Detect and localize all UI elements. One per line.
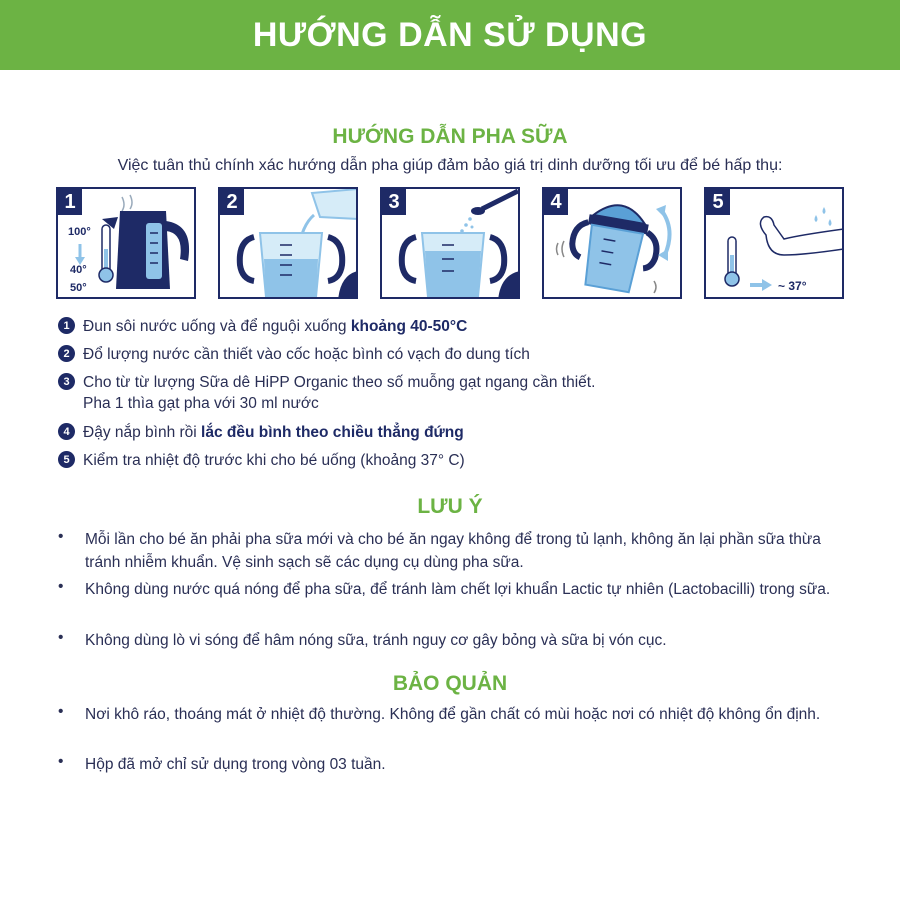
step-badge-5: 5 <box>58 451 75 468</box>
note-item-1 <box>58 528 855 574</box>
note-section-title: LƯU Ý <box>417 495 483 518</box>
note-text-1: Mỗi lần cho bé ăn phải pha sữa mới và cho bé ăn ngay không để trong tủ lạnh, không ăn lại phần sữa thừa tránh nhiễm khuẩn. Vệ sinh sạch sẽ các dụng cụ dùng pha sữa. <box>85 531 821 571</box>
instruction-item-1 <box>58 316 467 337</box>
step-panel-2 <box>218 187 358 299</box>
note-text-2: Không dùng nước quá nóng để pha sữa, để tránh làm chết lợi khuẩn Lactic tự nhiên (Lactobacilli) trong sữa. <box>85 581 831 598</box>
instruction-bold-1: khoảng 40-50°C <box>350 318 468 335</box>
instruction-item-2 <box>58 344 530 365</box>
page-title: HƯỚNG DẪN SỬ DỤNG <box>252 15 648 54</box>
instruction-text-5: Kiểm tra nhiệt độ trước khi cho bé uống (khoảng 37° C) <box>83 452 465 469</box>
mixing-intro: Việc tuân thủ chính xác hướng dẫn pha giúp đảm bảo giá trị dinh dưỡng tối ưu để bé hấp thụ: <box>117 157 783 174</box>
instruction-text-3: Cho từ từ lượng Sữa dê HiPP Organic theo số muỗng gạt ngang cần thiết. <box>83 374 596 391</box>
label-37: ~ 37° <box>778 279 807 293</box>
step-badge-2: 2 <box>58 345 75 362</box>
instruction-item-5 <box>58 450 465 471</box>
step-number-1: 1 <box>58 189 82 215</box>
bullet: • <box>58 578 64 595</box>
step-number-5: 5 <box>706 189 730 215</box>
step-badge-4: 4 <box>58 423 75 440</box>
header-banner <box>0 0 900 70</box>
step-panel-3 <box>380 187 520 299</box>
storage-item-2 <box>58 753 855 776</box>
bullet: • <box>58 753 64 770</box>
step-panel-5 <box>704 187 844 299</box>
instruction-text-4: Đậy nắp bình rồi <box>83 424 202 441</box>
mixing-section-title: HƯỚNG DẪN PHA SỮA <box>332 125 568 148</box>
instruction-text-2: Đổ lượng nước cần thiết vào cốc hoặc bình có vạch đo dung tích <box>83 346 530 363</box>
note-item-2 <box>58 578 855 601</box>
instruction-item-4 <box>58 422 464 443</box>
instruction-item-3 <box>58 372 595 414</box>
bullet: • <box>58 703 64 720</box>
label-50: 50° <box>70 282 87 294</box>
instruction-text-1: Đun sôi nước uống và để nguội xuống <box>83 318 351 335</box>
step-number-4: 4 <box>544 189 568 215</box>
note-text-3: Không dùng lò vi sóng để hâm nóng sữa, tránh nguy cơ gây bỏng và sữa bị vón cục. <box>85 632 667 649</box>
instruction-text-3b: Pha 1 thìa gạt pha với 30 ml nước <box>83 395 319 412</box>
step-badge-1: 1 <box>58 317 75 334</box>
storage-item-1 <box>58 703 855 726</box>
storage-text-1: Nơi khô ráo, thoáng mát ở nhiệt độ thường. Không để gần chất có mùi hoặc nơi có nhiệt độ không ổn định. <box>85 706 821 723</box>
bullet: • <box>58 629 64 646</box>
instruction-bold-4: lắc đều bình theo chiều thẳng đứng <box>201 424 464 441</box>
storage-section-title: BẢO QUẢN <box>392 672 508 695</box>
step-badge-3: 3 <box>58 373 75 390</box>
storage-text-2: Hộp đã mở chỉ sử dụng trong vòng 03 tuần. <box>85 756 386 773</box>
step-panels <box>56 187 846 301</box>
label-40: 40° <box>70 264 87 276</box>
step-panel-1 <box>56 187 196 299</box>
step-number-2: 2 <box>220 189 244 215</box>
bullet: • <box>58 528 64 545</box>
step-panel-4 <box>542 187 682 299</box>
label-100: 100° <box>68 226 91 238</box>
note-item-3 <box>58 629 855 652</box>
step-number-3: 3 <box>382 189 406 215</box>
